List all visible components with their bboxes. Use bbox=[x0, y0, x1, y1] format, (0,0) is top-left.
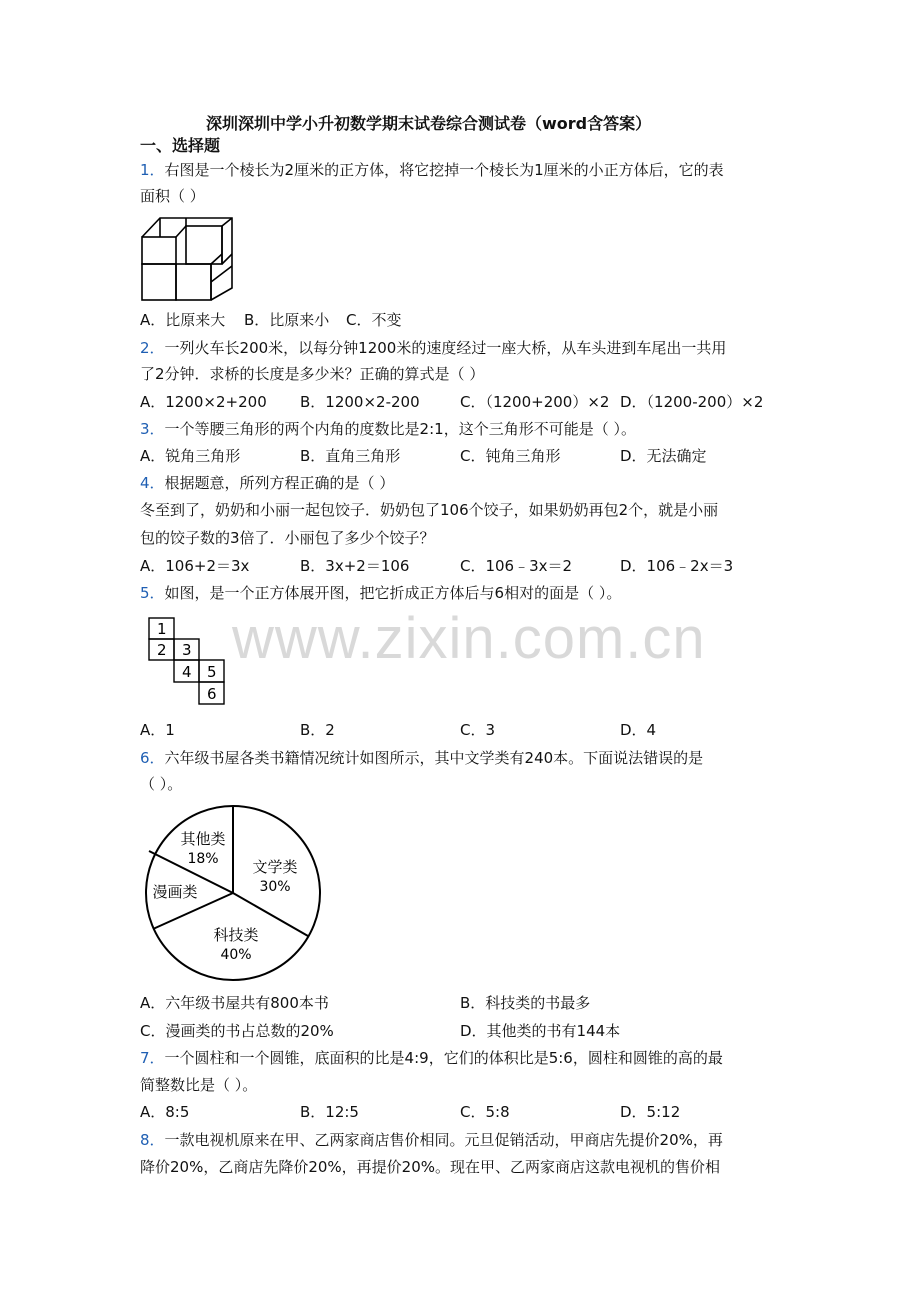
option: D．其他类的书有144本 bbox=[460, 1022, 621, 1040]
question-4 bbox=[140, 473, 394, 493]
option: D．5:12 bbox=[620, 1103, 681, 1121]
pie-slice-pct: 30% bbox=[259, 879, 291, 895]
option: C．5:8 bbox=[460, 1103, 510, 1121]
option: D．（1200-200）×2 bbox=[620, 393, 764, 411]
option: A．六年级书屋共有800本书 bbox=[140, 994, 329, 1012]
option: D．无法确定 bbox=[620, 447, 707, 465]
option: A．8:5 bbox=[140, 1103, 190, 1121]
net-label: 6 bbox=[207, 685, 217, 703]
option: C．不变 bbox=[346, 311, 402, 329]
pie-slice-label: 文学类 bbox=[252, 858, 298, 876]
option: C．（1200+200）×2 bbox=[460, 393, 610, 411]
question-7 bbox=[140, 1048, 723, 1068]
question-text: 一列火车长200米，以每分钟1200米的速度经过一座大桥，从车头进到车尾出一共用 bbox=[164, 339, 727, 357]
question-text-cont: 面积（ ） bbox=[140, 187, 205, 205]
option: A．1200×2+200 bbox=[140, 393, 267, 411]
option: A．锐角三角形 bbox=[140, 447, 241, 465]
question-text-cont: 降价20%，乙商店先降价20%，再提价20%。现在甲、乙两家商店这款电视机的售价相 bbox=[140, 1158, 721, 1176]
question-text: 六年级书屋各类书籍情况统计如图所示，其中文学类有240本。下面说法错误的是 bbox=[164, 749, 704, 767]
question-number: 7． bbox=[140, 1049, 165, 1067]
question-6 bbox=[140, 748, 703, 768]
option: B．1200×2-200 bbox=[300, 393, 420, 411]
pie-slice-pct: 40% bbox=[220, 947, 252, 963]
net-label: 1 bbox=[157, 620, 167, 638]
question-5 bbox=[140, 583, 621, 603]
option: D．106﹣2x＝3 bbox=[620, 557, 734, 575]
net-label: 2 bbox=[157, 641, 167, 659]
option: B．12:5 bbox=[300, 1103, 359, 1121]
question-1 bbox=[140, 160, 724, 180]
question-2 bbox=[140, 338, 726, 358]
cube-figure bbox=[138, 214, 238, 306]
option: B．2 bbox=[300, 721, 335, 739]
cube-net-figure bbox=[147, 616, 229, 708]
question-text-cont: 冬至到了，奶奶和小丽一起包饺子．奶奶包了106个饺子，如果奶奶再包2个，就是小丽 bbox=[140, 501, 719, 519]
question-text: 如图，是一个正方体展开图，把它折成正方体后与6相对的面是（ ）。 bbox=[164, 584, 622, 602]
option: B．3x+2＝106 bbox=[300, 557, 410, 575]
question-number: 2． bbox=[140, 339, 165, 357]
option: C．106﹣3x＝2 bbox=[460, 557, 573, 575]
option: A．比原来大 bbox=[140, 311, 226, 329]
question-number: 3． bbox=[140, 420, 165, 438]
option: B．比原来小 bbox=[244, 311, 330, 329]
option: B．科技类的书最多 bbox=[460, 994, 591, 1012]
question-number: 8． bbox=[140, 1131, 165, 1149]
question-text-cont: 简整数比是（ ）。 bbox=[140, 1076, 258, 1094]
question-3 bbox=[140, 419, 636, 439]
pie-slice-label: 其他类 bbox=[180, 830, 226, 848]
option: C．钝角三角形 bbox=[460, 447, 561, 465]
pie-slice-label: 科技类 bbox=[213, 926, 259, 944]
page-title: 深圳深圳中学小升初数学期末试卷综合测试卷（word含答案） bbox=[206, 114, 652, 133]
option: A．1 bbox=[140, 721, 175, 739]
watermark: www.zixin.com.cn bbox=[232, 606, 706, 671]
pie-chart bbox=[140, 804, 326, 986]
question-text: 根据题意，所列方程正确的是（ ） bbox=[164, 474, 395, 492]
option: D．4 bbox=[620, 721, 657, 739]
question-8 bbox=[140, 1130, 723, 1150]
pie-slice-label: 漫画类 bbox=[152, 883, 198, 901]
question-number: 6． bbox=[140, 749, 165, 767]
question-text: 一个等腰三角形的两个内角的度数比是2:1，这个三角形不可能是（ ）。 bbox=[164, 420, 636, 438]
option: C．3 bbox=[460, 721, 496, 739]
question-number: 1． bbox=[140, 161, 165, 179]
option: B．直角三角形 bbox=[300, 447, 401, 465]
question-text-cont: 了2分钟．求桥的长度是多少米？正确的算式是（ ） bbox=[140, 365, 485, 383]
question-text: 右图是一个棱长为2厘米的正方体，将它挖掉一个棱长为1厘米的小正方体后，它的表 bbox=[164, 161, 724, 179]
section-heading: 一、选择题 bbox=[140, 136, 221, 155]
question-number: 4． bbox=[140, 474, 165, 492]
net-label: 4 bbox=[182, 663, 192, 681]
net-label: 5 bbox=[207, 663, 217, 681]
net-label: 3 bbox=[182, 641, 192, 659]
option: C．漫画类的书占总数的20% bbox=[140, 1022, 334, 1040]
question-text: 一款电视机原来在甲、乙两家商店售价相同。元旦促销活动，甲商店先提价20%，再 bbox=[164, 1131, 723, 1149]
question-number: 5． bbox=[140, 584, 165, 602]
pie-slice-pct: 18% bbox=[187, 851, 219, 867]
option: A．106+2＝3x bbox=[140, 557, 250, 575]
question-text-cont: （ ）。 bbox=[140, 775, 183, 793]
question-text-cont: 包的饺子数的3倍了．小丽包了多少个饺子？ bbox=[140, 529, 435, 547]
question-text: 一个圆柱和一个圆锥，底面积的比是4:9，它们的体积比是5:6，圆柱和圆锥的高的最 bbox=[164, 1049, 723, 1067]
